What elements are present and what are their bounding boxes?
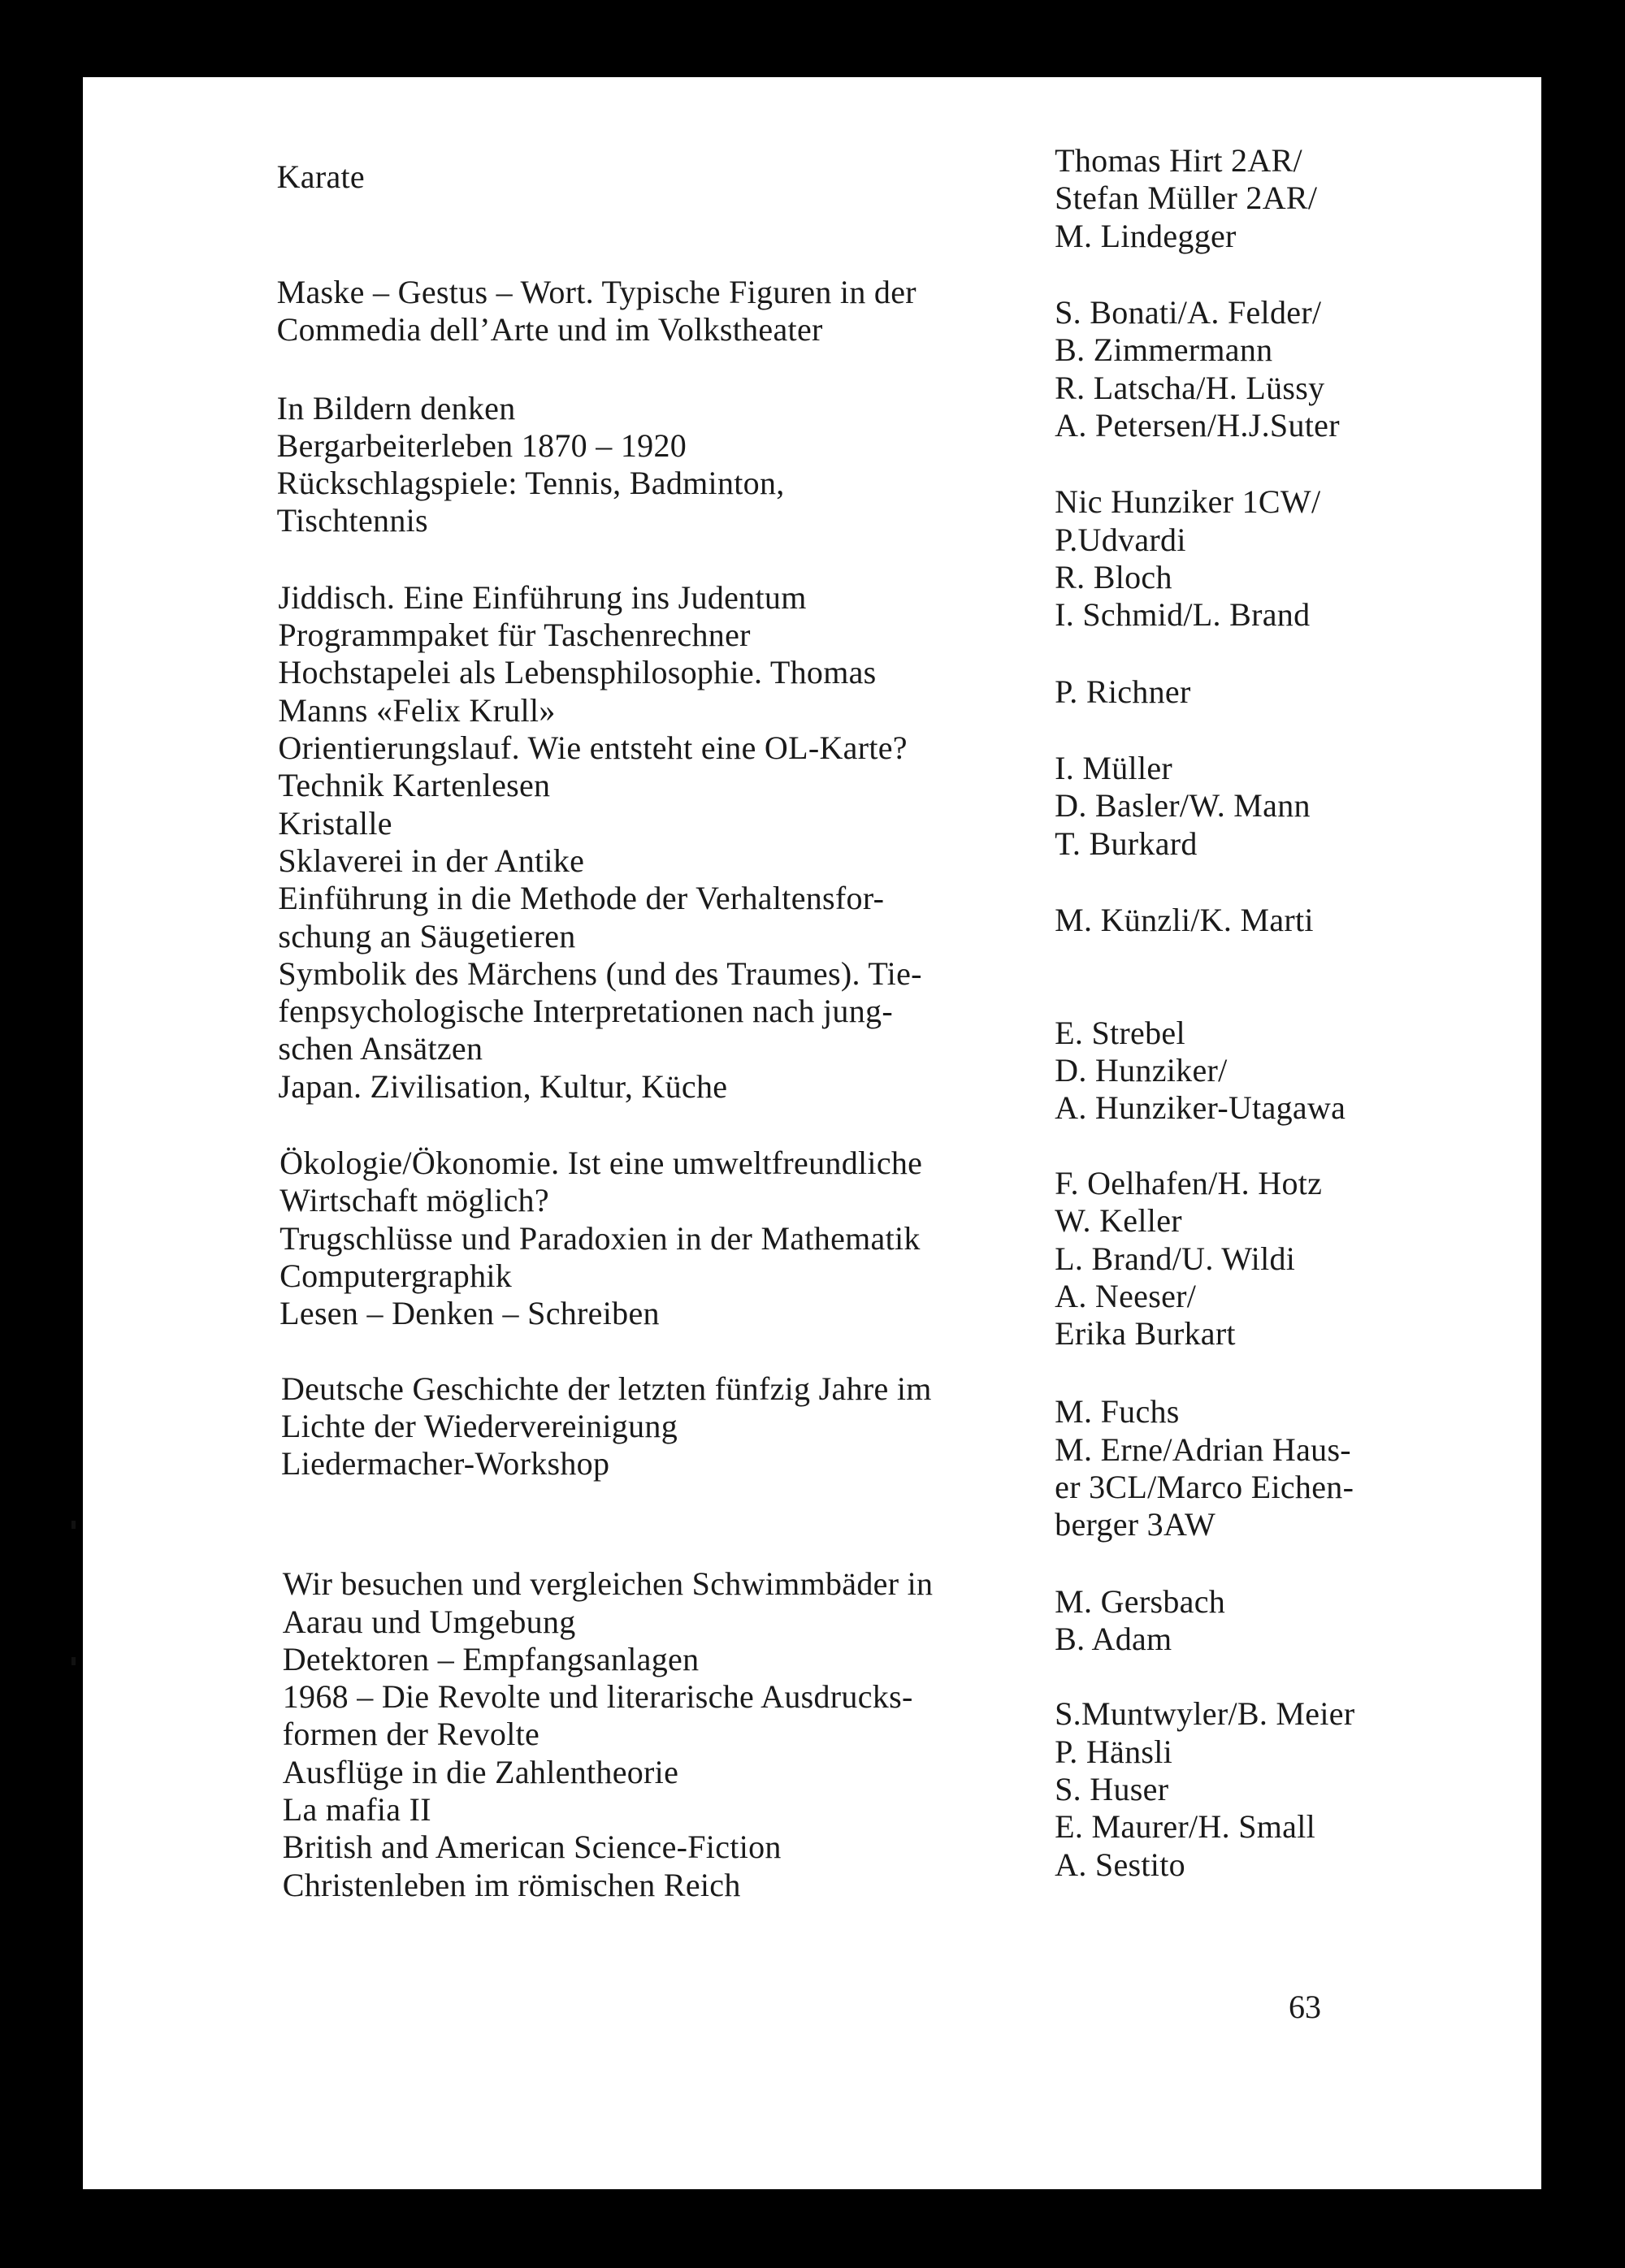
instructor-line: M. Erne/Adrian Haus- (1055, 1430, 1351, 1468)
instructor-line: Erika Burkart (1055, 1315, 1236, 1353)
document-page (83, 77, 1541, 2189)
course-title-line: Lichte der Wiedervereinigung (280, 1408, 678, 1445)
instructor-line: P. Richner (1055, 673, 1191, 710)
course-title-line: Sklaverei in der Antike (278, 842, 585, 879)
course-title-line: Bergarbeiterleben 1870 – 1920 (276, 426, 687, 464)
instructor-line: S. Bonati/A. Felder/ (1055, 294, 1322, 331)
instructor-line: M. Fuchs (1055, 1393, 1180, 1430)
course-title-line: British and American Science-Fiction (282, 1829, 782, 1866)
instructor-line: A. Petersen/H.J.Suter (1055, 406, 1340, 444)
course-title-line: Einführung in die Methode der Verhaltensfor- (278, 880, 885, 917)
course-title-line: Deutsche Geschichte der letzten fünfzig Jahre im (280, 1370, 932, 1407)
course-title-line: fenpsychologische Interpretationen nach jung- (278, 993, 893, 1030)
instructor-line: R. Latscha/H. Lüssy (1055, 369, 1325, 406)
instructor-line: E. Strebel (1055, 1014, 1185, 1051)
instructor-line: I. Schmid/L. Brand (1055, 596, 1311, 634)
instructor-line: D. Basler/W. Mann (1055, 787, 1311, 825)
instructor-line: B. Zimmermann (1055, 331, 1273, 369)
course-title-line: Karate (276, 158, 365, 195)
instructor-line: M. Lindegger (1055, 217, 1237, 254)
instructor-line: S.Muntwyler/B. Meier (1055, 1695, 1355, 1733)
scan-edge-mark (72, 1521, 76, 1529)
instructor-line: A. Neeser/ (1055, 1277, 1197, 1314)
instructor-line: W. Keller (1055, 1202, 1182, 1240)
instructor-line: Nic Hunziker 1CW/ (1055, 483, 1321, 521)
instructor-line: T. Burkard (1055, 825, 1198, 862)
course-title-line: Programmpaket für Taschenrechner (278, 617, 751, 654)
course-title-line: In Bildern denken (276, 389, 516, 426)
course-title-line: formen der Revolte (282, 1716, 540, 1753)
instructor-line: S. Huser (1055, 1771, 1169, 1808)
course-title-line: Commedia dell’Arte und im Volkstheater (276, 311, 823, 348)
instructor-line: er 3CL/Marco Eichen- (1055, 1468, 1354, 1505)
course-title-line: Jiddisch. Eine Einführung ins Judentum (278, 578, 807, 616)
course-title-line: Hochstapelei als Lebensphilosophie. Thomas (278, 654, 877, 691)
instructor-line: D. Hunziker/ (1055, 1052, 1228, 1089)
instructor-line: P. Hänsli (1055, 1733, 1173, 1770)
course-title-line: schung an Säugetieren (278, 917, 576, 954)
course-title-line: Rückschlagspiele: Tennis, Badminton, (276, 465, 785, 502)
course-title-line: Ausflüge in die Zahlentheorie (282, 1753, 679, 1790)
course-title-line: 1968 – Die Revolte und literarische Ausdrucks- (282, 1678, 913, 1716)
course-title-line: Liedermacher-Workshop (280, 1445, 610, 1482)
course-title-line: La mafia II (282, 1791, 431, 1828)
course-title-line: schen Ansätzen (278, 1030, 483, 1067)
course-title-line: Technik Kartenlesen (278, 767, 551, 804)
instructor-line: Thomas Hirt 2AR/ (1055, 142, 1302, 180)
instructor-line: Stefan Müller 2AR/ (1055, 180, 1318, 217)
course-title-line: Kristalle (278, 804, 392, 842)
course-title-line: Manns «Felix Krull» (278, 691, 556, 729)
course-title-line: Symbolik des Märchens (und des Traumes). Tie- (278, 954, 922, 992)
instructor-line: L. Brand/U. Wildi (1055, 1240, 1296, 1277)
instructor-line: berger 3AW (1055, 1506, 1216, 1543)
course-title-line: Lesen – Denken – Schreiben (280, 1295, 660, 1332)
course-title-line: Detektoren – Empfangsanlagen (282, 1640, 700, 1677)
course-title-line: Japan. Zivilisation, Kultur, Küche (278, 1067, 728, 1105)
instructor-line: I. Müller (1055, 749, 1173, 786)
instructor-line: A. Hunziker-Utagawa (1055, 1089, 1346, 1127)
instructor-line: E. Maurer/H. Small (1055, 1808, 1316, 1846)
instructor-line: M. Gersbach (1055, 1582, 1226, 1620)
instructor-line: B. Adam (1055, 1620, 1172, 1657)
course-title-line: Wirtschaft möglich? (280, 1182, 549, 1219)
page-number: 63 (1289, 1989, 1321, 2025)
course-title-line: Christenleben im römischen Reich (282, 1866, 741, 1903)
scan-edge-mark (72, 1657, 76, 1665)
course-title-line: Aarau und Umgebung (282, 1603, 576, 1640)
course-title-line: Orientierungslauf. Wie entsteht eine OL-Karte? (278, 729, 908, 767)
instructor-line: R. Bloch (1055, 558, 1172, 595)
course-title-line: Wir besuchen und vergleichen Schwimmbäder in (282, 1565, 934, 1603)
course-title-line: Computergraphik (280, 1257, 513, 1294)
course-title-line: Tischtennis (276, 502, 428, 539)
course-title-line: Maske – Gestus – Wort. Typische Figuren in der (276, 274, 916, 311)
instructor-line: P.Udvardi (1055, 521, 1186, 558)
instructor-line: M. Künzli/K. Marti (1055, 901, 1314, 938)
course-title-line: Ökologie/Ökonomie. Ist eine umweltfreundliche (280, 1145, 923, 1182)
instructor-line: A. Sestito (1055, 1846, 1185, 1883)
instructor-line: F. Oelhafen/H. Hotz (1055, 1165, 1323, 1201)
course-title-line: Trugschlüsse und Paradoxien in der Mathematik (280, 1219, 921, 1257)
